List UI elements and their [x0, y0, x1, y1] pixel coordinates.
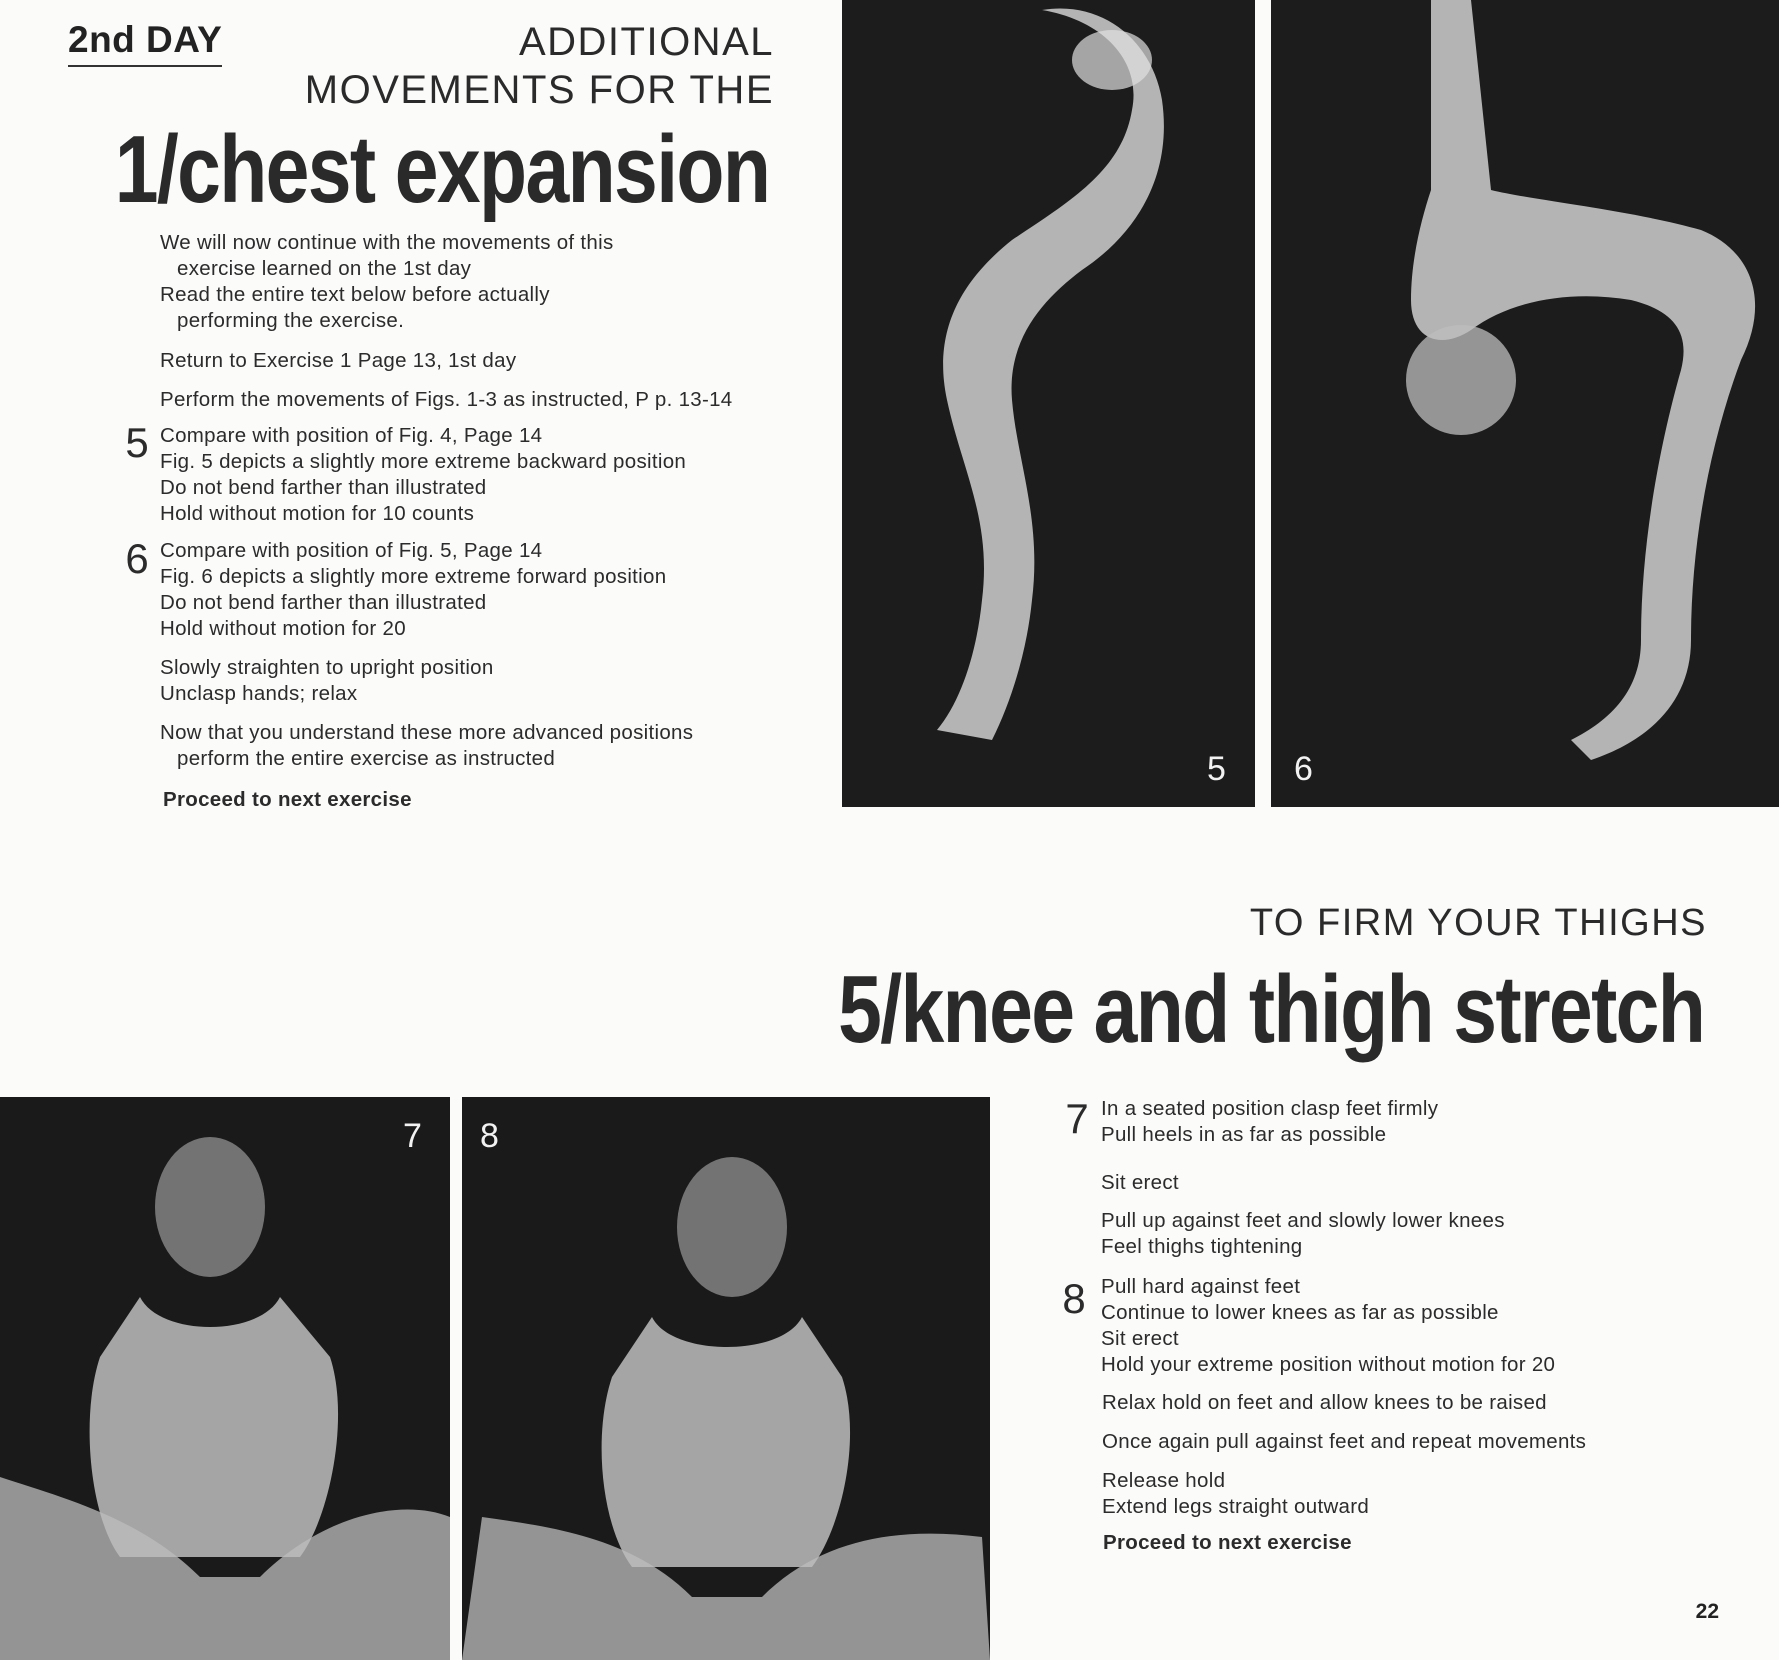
text-line: Do not bend farther than illustrated [160, 476, 487, 499]
relax-paragraph [1102, 1390, 1547, 1416]
day-label: 2nd DAY [68, 20, 222, 67]
exercise-5-subheading: TO FIRM YOUR THIGHS [1249, 902, 1707, 944]
photo-figure-5 [842, 0, 1255, 807]
text-line: Pull up against feet and slowly lower knees [1101, 1209, 1505, 1232]
photo-figure-8 [462, 1097, 990, 1660]
forward-bend-figure-illustration [1271, 0, 1779, 807]
step-7-paragraph [1101, 1096, 1438, 1148]
text-line: performing the exercise. [177, 309, 405, 332]
figure-label-8: 8 [480, 1117, 499, 1155]
text-line: Pull heels in as far as possible [1101, 1123, 1387, 1146]
text-line: Sit erect [1101, 1327, 1179, 1350]
return-paragraph [160, 348, 516, 374]
text-line: Release hold [1102, 1469, 1226, 1492]
pull-up-paragraph [1101, 1208, 1505, 1260]
text-line: Feel thighs tightening [1101, 1235, 1303, 1258]
text-line: Fig. 6 depicts a slightly more extreme forward position [160, 565, 667, 588]
text-line: Compare with position of Fig. 4, Page 14 [160, 424, 543, 447]
repeat-paragraph [1102, 1429, 1586, 1455]
step-number-7: 7 [1065, 1095, 1089, 1142]
figure-label-6: 6 [1294, 750, 1313, 788]
text-line: Pull hard against feet [1101, 1275, 1301, 1298]
text-line: Sit erect [1101, 1171, 1179, 1194]
step-8-paragraph [1101, 1274, 1555, 1378]
proceed-text: Proceed to next exercise [1103, 1531, 1352, 1554]
text-line: In a seated position clasp feet firmly [1101, 1097, 1439, 1120]
perform-paragraph [160, 387, 733, 413]
subheading-line-1: ADDITIONAL [518, 20, 774, 64]
proceed-text: Proceed to next exercise [163, 788, 412, 811]
step-number-5: 5 [125, 419, 149, 466]
text-line: exercise learned on the 1st day [177, 257, 472, 280]
step-number-8: 8 [1062, 1275, 1086, 1322]
subheading-line-2: MOVEMENTS FOR THE [304, 68, 774, 112]
seated-figure-illustration [462, 1097, 990, 1660]
text-line: Hold your extreme position without motion for 20 [1101, 1353, 1556, 1376]
exercise-1-title: 1/chest expansion [114, 116, 769, 223]
sit-erect-paragraph [1101, 1170, 1179, 1196]
release-paragraph [1102, 1468, 1369, 1520]
figure-label-5: 5 [1207, 750, 1226, 788]
text-line: Now that you understand these more advanced positions [160, 721, 694, 744]
text-line: Relax hold on feet and allow knees to be raised [1102, 1391, 1547, 1414]
seated-figure-illustration [0, 1097, 450, 1660]
text-line: Perform the movements of Figs. 1-3 as instructed, P p. 13-14 [160, 388, 733, 411]
photo-figure-7 [0, 1097, 450, 1660]
advanced-paragraph [160, 720, 693, 772]
text-line: Continue to lower knees as far as possible [1101, 1301, 1499, 1324]
step-5-paragraph [160, 423, 686, 527]
text-line: perform the entire exercise as instructed [177, 747, 556, 770]
text-line: Return to Exercise 1 Page 13, 1st day [160, 349, 517, 372]
text-line: Fig. 5 depicts a slightly more extreme backward position [160, 450, 687, 473]
straighten-paragraph [160, 655, 494, 707]
section-subheading [214, 18, 774, 114]
backbend-figure-illustration [842, 0, 1255, 807]
text-line: Do not bend farther than illustrated [160, 591, 487, 614]
step-number-6: 6 [125, 535, 149, 582]
photo-figure-6 [1271, 0, 1779, 807]
text-line: Compare with position of Fig. 5, Page 14 [160, 539, 543, 562]
figure-label-7: 7 [403, 1117, 422, 1155]
text-line: We will now continue with the movements of this [160, 231, 614, 254]
text-line: Hold without motion for 10 counts [160, 502, 475, 525]
text-line: Hold without motion for 20 [160, 617, 406, 640]
text-line: Slowly straighten to upright position [160, 656, 494, 679]
text-line: Once again pull against feet and repeat movements [1102, 1430, 1587, 1453]
exercise-5-title: 5/knee and thigh stretch [837, 956, 1704, 1063]
intro-paragraph [160, 230, 614, 334]
step-6-paragraph [160, 538, 666, 642]
text-line: Extend legs straight outward [1102, 1495, 1370, 1518]
text-line: Unclasp hands; relax [160, 682, 358, 705]
text-line: Read the entire text below before actually [160, 283, 550, 306]
page-number: 22 [1695, 1600, 1719, 1623]
